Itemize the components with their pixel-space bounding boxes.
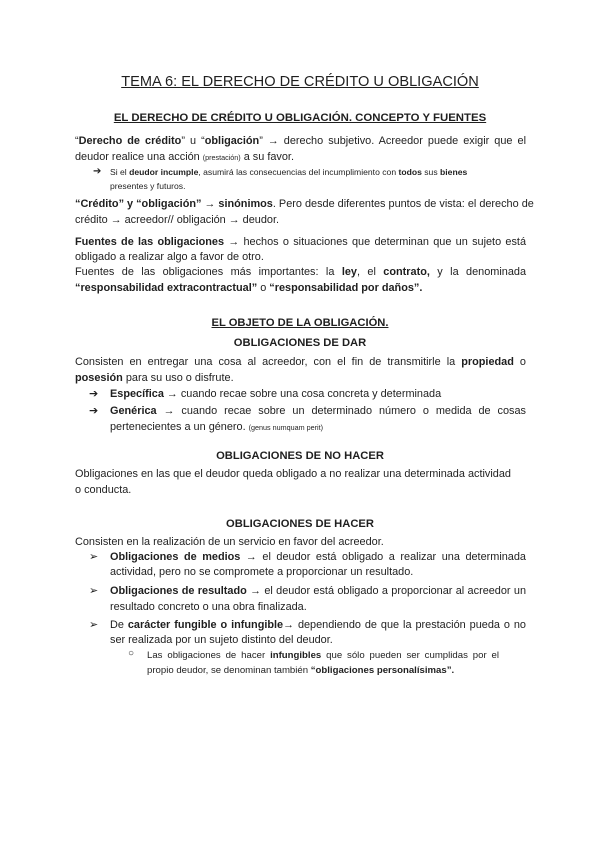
document-title: TEMA 6: EL DERECHO DE CRÉDITO U OBLIGACIÓN [121, 74, 479, 90]
arrow-bullet-icon: ➔ [89, 405, 99, 417]
dar-especifica: Específica → cuando recae sobre una cosa concreta y determinada [110, 388, 442, 400]
intro-bullet-line-2: presentes y futuros. [110, 181, 186, 191]
dar-line-1: Consisten en entregar una cosa al acreedor, con el fin de transmitirle la propiedad o [75, 356, 526, 368]
sources-line-2: obligado a realizar algo a favor de otro. [75, 251, 264, 263]
section-heading-objeto: EL OBJETO DE LA OBLIGACIÓN. [211, 317, 389, 329]
heading-obligaciones-no-hacer: OBLIGACIONES DE NO HACER [216, 450, 384, 462]
hacer-intro: Consisten en la realización de un servicio en favor del acreedor. [75, 536, 384, 548]
chevron-bullet-icon: ➢ [89, 551, 99, 563]
chevron-bullet-icon: ➢ [89, 585, 99, 597]
dar-generica-line-2: pertenecientes a un género. (genus numquam perit) [110, 421, 323, 433]
hacer-medios-line-2: actividad, pero no se compromete a proporcionar un resultado. [110, 566, 414, 578]
dar-line-2: posesión para su uso o disfrute. [75, 372, 234, 384]
intro-line-1: “Derecho de crédito” u “obligación” → derecho subjetivo. Acreedor puede exigir que el [75, 135, 526, 147]
dar-generica-line-1: Genérica → cuando recae sobre un determinado número o medida de cosas [110, 405, 526, 417]
sources-line-3: Fuentes de las obligaciones más importantes: la ley, el contrato, y la denominada [75, 266, 527, 278]
synonyms-line-2: crédito → acreedor// obligación → deudor. [75, 214, 280, 226]
heading-obligaciones-hacer: OBLIGACIONES DE HACER [226, 518, 374, 530]
hacer-fungible-line-1: De carácter fungible o infungible→ dependiendo de que la prestación pueda o no [110, 619, 526, 631]
section-heading-concepto: EL DERECHO DE CRÉDITO U OBLIGACIÓN. CONCEPTO Y FUENTES [113, 112, 487, 124]
intro-line-2: deudor realice una acción (prestación) a su favor. [75, 151, 294, 163]
hacer-fungible-line-2: ser realizada por un sujeto distinto del deudor. [110, 634, 333, 646]
hacer-medios-line-1: Obligaciones de medios → el deudor está obligado a realizar una determinada [110, 551, 526, 563]
hacer-resultado-line-2: resultado concreto o una obra finalizada. [110, 601, 307, 613]
synonyms-line-1: “Crédito” y “obligación” → sinónimos. Pero desde diferentes puntos de vista: el derecho de [75, 198, 534, 210]
chevron-bullet-icon: ➢ [89, 619, 99, 631]
arrow-bullet-icon: ➔ [89, 388, 99, 400]
hacer-sub-line-2: propio deudor, se denominan también “obligaciones personalísimas”. [147, 665, 455, 676]
arrow-bullet-icon: ➔ [93, 166, 102, 177]
sources-line-4: “responsabilidad extracontractual” o “responsabilidad por daños”. [75, 282, 423, 294]
hacer-resultado-line-1: Obligaciones de resultado → el deudor está obligado a proporcionar al acreedor un [110, 585, 526, 597]
intro-bullet-line-1: Si el deudor incumple, asumirá las consecuencias del incumplimiento con todos sus bienes [110, 167, 468, 177]
circle-bullet-icon: ○ [128, 648, 135, 659]
heading-obligaciones-dar: OBLIGACIONES DE DAR [233, 337, 367, 349]
sources-line-1: Fuentes de las obligaciones → hechos o situaciones que determinan que un sujeto está [75, 236, 526, 248]
no-hacer-line-1: Obligaciones en las que el deudor queda obligado a no realizar una determinada actividad [75, 468, 511, 480]
no-hacer-line-2: o conducta. [75, 484, 132, 496]
hacer-sub-line-1: Las obligaciones de hacer infungibles que sólo pueden ser cumplidas por el [147, 650, 499, 661]
